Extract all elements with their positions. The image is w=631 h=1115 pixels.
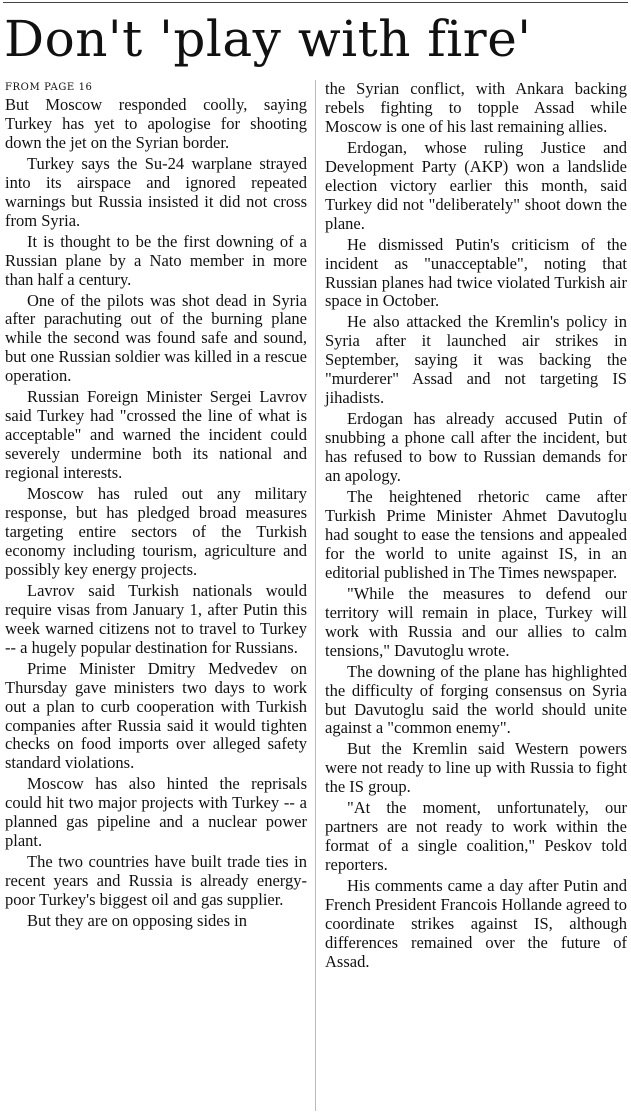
paragraph: The two countries have built trade ties in recent years and Russia is already energy-poor Turkey's biggest oil and gas supplier. <box>5 852 307 910</box>
headline: Don't 'play with fire' <box>4 10 532 68</box>
paragraph: Russian Foreign Minister Sergei Lavrov said Turkey had "crossed the line of what is acceptable" and warned the incident could severely undermine both its national and regional interests. <box>5 387 307 483</box>
paragraph: "At the moment, unfortunately, our partners are not ready to work within the format of a single coalition," Peskov told reporters. <box>325 798 627 875</box>
paragraph: It is thought to be the first downing of a Russian plane by a Nato member in more than half a century. <box>5 231 307 289</box>
paragraph: Erdogan has already accused Putin of snubbing a phone call after the incident, but has refused to bow to Russian demands for an apology. <box>325 409 627 486</box>
paragraph: Erdogan, whose ruling Justice and Development Party (AKP) won a landslide election victory earlier this month, said Turkey did not "deliberately" shoot down the plane. <box>325 137 627 233</box>
paragraph: The heightened rhetoric came after Turkish Prime Minister Ahmet Davutoglu had sought to ease the tensions and appealed for the world to unite against IS, in an editorial published in The Times newspaper. <box>325 487 627 582</box>
paragraph: His comments came a day after Putin and French President Francois Hollande agreed to coordinate strikes against IS, although differences remained over the future of Assad. <box>325 876 627 971</box>
paragraph: He dismissed Putin's criticism of the incident as "unacceptable", noting that Russian planes had twice violated Turkish air space in October. <box>325 234 627 311</box>
paragraph: But the Kremlin said Western powers were not ready to line up with Russia to fight the IS group. <box>325 739 627 797</box>
article-column-right <box>325 80 627 974</box>
paragraph: But Moscow responded coolly, saying Turkey has yet to apologise for shooting down the jet on the Syrian border. <box>5 95 307 152</box>
paragraph: One of the pilots was shot dead in Syria after parachuting out of the burning plane while the second was found safe and sound, but one Russian soldier was killed in a rescue operation. <box>5 290 307 386</box>
column-divider <box>315 80 316 1111</box>
paragraph: Moscow has ruled out any military response, but has pledged broad measures targeting entire sectors of the Turkish economy including tourism, agriculture and possibly key energy projects. <box>5 484 307 579</box>
continuation-kicker: FROM PAGE 16 <box>5 82 93 93</box>
paragraph: Lavrov said Turkish nationals would require visas from January 1, after Putin this week warned citizens not to travel to Turkey -- a hugely popular destination for Russians. <box>5 580 307 657</box>
paragraph: He also attacked the Kremlin's policy in Syria after it launched air strikes in September, saying it was backing the "murderer" Assad and not targeting IS jihadists. <box>325 312 627 408</box>
paragraph: "While the measures to defend our territory will remain in place, Turkey will work with Russia and our allies to calm tensions," Davutoglu wrote. <box>325 583 627 660</box>
paragraph: Moscow has also hinted the reprisals could hit two major projects with Turkey -- a planned gas pipeline and a nuclear power plant. <box>5 774 307 851</box>
article-column-left <box>5 80 307 933</box>
paragraph: But they are on opposing sides in <box>27 911 247 931</box>
paragraph: the Syrian conflict, with Ankara backing rebels fighting to topple Assad while Moscow is one of his last remaining allies. <box>325 79 627 136</box>
paragraph: Turkey says the Su-24 warplane strayed into its airspace and ignored repeated warnings but Russia insisted it did not cross from Syria. <box>5 153 307 230</box>
paragraph: The downing of the plane has highlighted the difficulty of forging consensus on Syria but Davutoglu said the world should unite against a "common enemy". <box>325 661 627 738</box>
paragraph: Prime Minister Dmitry Medvedev on Thursday gave ministers two days to work out a plan to curb cooperation with Turkish companies after Russia said it would tighten checks on food imports over alleged safety standard violations. <box>5 658 307 773</box>
top-rule <box>3 2 628 3</box>
